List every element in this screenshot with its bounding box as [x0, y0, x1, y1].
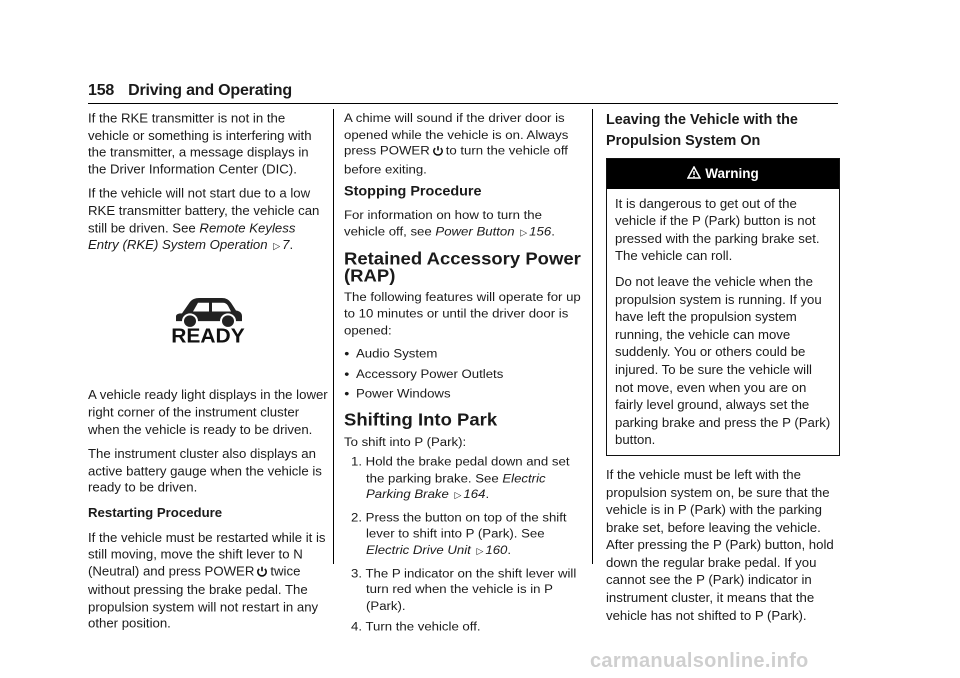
text: The P indicator on the shift lever will turn red when the vehicle is in P (Park).	[365, 565, 577, 613]
page-number: 158	[88, 82, 115, 99]
warning-header	[607, 159, 839, 189]
paragraph: The following features will operate for up to 10 minutes or until the driver door is opened:	[344, 290, 581, 337]
text: For information on how to turn the vehicle off, see	[344, 207, 542, 239]
page-reference-arrow-icon: ▷	[454, 491, 462, 502]
text: to turn the vehicle off before exiting.	[344, 143, 568, 176]
paragraph: If the RKE transmitter is not in the vehicle or something is interfering with the transmitter, a message displays in the Driver Information Center (DIC).	[88, 110, 312, 177]
step-number: 2.	[351, 510, 362, 525]
list-item: ● Accessory Power Outlets	[344, 366, 584, 382]
step-number: 1.	[351, 454, 362, 469]
step-number: 4.	[351, 619, 362, 634]
text: If the vehicle must be restarted while it is still moving, move the shift lever to N (Neutral) and press POWER	[88, 529, 326, 579]
restarting-heading: Restarting Procedure	[88, 505, 223, 520]
paragraph: The instrument cluster also displays an active battery gauge when the vehicle is ready to be driven.	[88, 446, 322, 495]
cross-reference-link[interactable]: Electric Parking Brake	[366, 470, 546, 502]
list-item: 2. Press the button on top of the shift lever to shift into P (Park). See Electric Drive Unit ▷ 160.	[351, 510, 567, 557]
warning-title: Warning	[705, 166, 759, 181]
page-reference-arrow-icon: ▷	[476, 546, 484, 557]
text: A chime will sound if the driver door is opened while the vehicle is on. Always press POWER	[344, 110, 569, 158]
column-divider	[592, 109, 593, 564]
column-divider	[333, 109, 334, 564]
leaving-vehicle-heading: Leaving the Vehicle with the Propulsion System On	[606, 112, 798, 149]
page-reference-arrow-icon: ▷	[273, 241, 281, 252]
paragraph: For information on how to turn the vehicle off, see Power Button ▷ 156.	[344, 207, 555, 239]
page-reference[interactable]: 164	[463, 487, 486, 502]
steps-list	[344, 454, 584, 635]
warning-box	[606, 158, 840, 456]
rap-heading: Retained Accessory Power (RAP)	[344, 248, 581, 285]
paragraph: To shift into P (Park):	[344, 434, 467, 449]
paragraph	[88, 529, 328, 633]
column-3	[606, 110, 840, 632]
paragraph: If the vehicle must be left with the propulsion system on, be sure that the vehicle is in P (Park) with the parking brake set, before leaving the vehicle. After pressing the P (Park) button, hold down the regular brake pedal. If you cannot see the P (Park) indicator in instrument cluster, it means that the vehicle has not shifted to P (Park).	[606, 466, 834, 623]
text: twice without pressing the brake pedal. The propulsion system will not restart in any other position.	[88, 563, 319, 632]
power-button-icon	[256, 565, 268, 582]
cross-reference-link[interactable]: Power Button	[435, 224, 515, 239]
warning-body	[607, 189, 839, 455]
paragraph: It is dangerous to get out of the vehicle if the P (Park) button is not pressed with the parking brake set. The vehicle can roll.	[615, 195, 820, 264]
list-item: 1. Hold the brake pedal down and set the parking brake. See Electric Parking Brake ▷ 164.	[351, 454, 570, 502]
car-ready-icon	[162, 284, 254, 348]
paragraph: A vehicle ready light displays in the lower right corner of the instrument cluster when the vehicle is ready to be driven.	[88, 387, 328, 437]
paragraph	[344, 110, 584, 177]
cross-reference-link[interactable]: Remote Keyless Entry (RKE) System Operation	[88, 220, 296, 252]
ready-label: READY	[171, 324, 245, 345]
list-item: ● Power Windows	[344, 386, 584, 402]
header-rule	[88, 103, 838, 104]
page-reference[interactable]: 7	[282, 237, 290, 252]
paragraph: Do not leave the vehicle when the propulsion system is running. If you have left the propulsion system running, the vehicle can move suddenly. You or others could be injured. To be sure the vehicle will not move, even when you are on fairly level ground, always set the parking brake and press the P (Park) button.	[615, 273, 831, 448]
paragraph: If the vehicle will not start due to a low RKE transmitter battery, the vehicle can still be driven. See Remote Keyless Entry (RKE) System Operation ▷ 7.	[88, 186, 320, 252]
warning-triangle-icon	[687, 166, 705, 181]
list-item	[344, 565, 584, 614]
page-reference-arrow-icon: ▷	[520, 227, 528, 239]
text: Hold the brake pedal down and set the parking brake. See	[365, 454, 570, 485]
column-2	[344, 110, 584, 640]
feature-list	[344, 346, 584, 403]
text: Press the button on top of the shift lever to shift into P (Park). See	[365, 510, 567, 541]
list-item: ● Audio System	[344, 346, 584, 362]
page-reference[interactable]: 156	[529, 224, 552, 239]
text: If the vehicle will not start due to a low RKE transmitter battery, the vehicle can still be driven. See	[88, 186, 320, 235]
shifting-heading: Shifting Into Park	[344, 409, 498, 430]
cross-reference-link[interactable]: Electric Drive Unit	[366, 542, 471, 557]
car-icon	[162, 284, 254, 344]
page-reference[interactable]: 160	[485, 542, 508, 557]
column-1	[88, 110, 328, 640]
page-header	[88, 82, 292, 100]
stopping-heading: Stopping Procedure	[344, 184, 482, 200]
section-title: Driving and Operating	[128, 82, 292, 99]
text: Turn the vehicle off.	[365, 619, 481, 634]
power-button-icon	[432, 145, 444, 161]
step-number: 3.	[351, 565, 362, 580]
list-item	[344, 619, 584, 635]
watermark: carmanualsonline.info	[590, 650, 809, 672]
